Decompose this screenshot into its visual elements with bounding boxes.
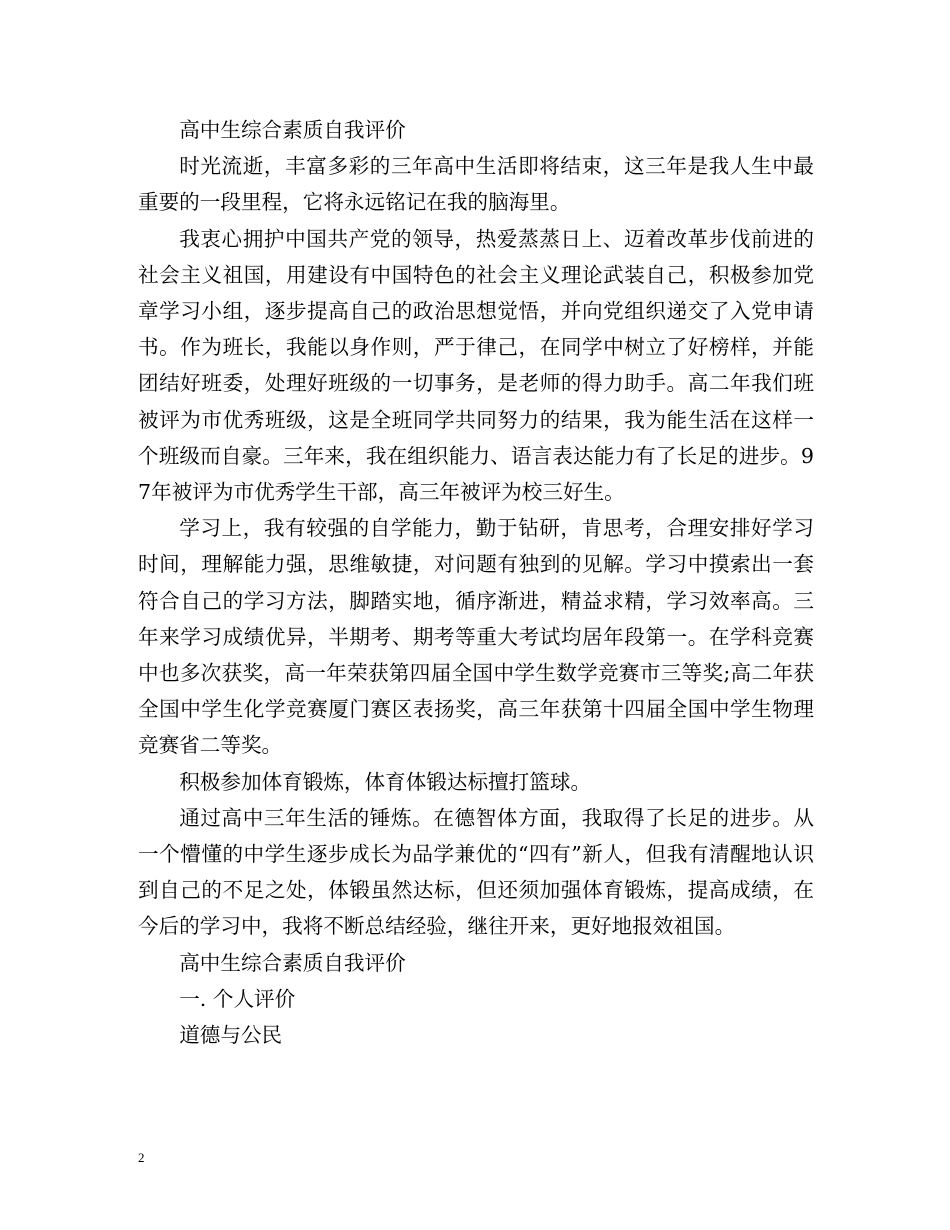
subsection-heading-morality: 道德与公民: [179, 1023, 283, 1048]
body-paragraph-study: 学习上，我有较强的自学能力，勤于钻研，肯思考，合理安排好学习时间，理解能力强，思维敏捷，对问题有独到的见解。学习中摸索出一套符合自己的学习方法，脚踏实地，循序渐进，精益求精，学习效率高。三年来学习成绩优异，半期考、期考等重大考试均居年段第一。在学科竞赛中也多次获奖，高一年荣获第四届全国中学生数学竞赛市三等奖;高二年获全国中学生化学竞赛厦门赛区表扬奖，高三年获第十四届全国中学生物理竞赛省二等奖。: [138, 516, 814, 758]
body-paragraph-sports: 积极参加体育锻炼，体育体锻达标擅打篮球。: [179, 769, 592, 794]
body-paragraph-intro: 时光流逝，丰富多彩的三年高中生活即将结束，这三年是我人生中最重要的一段里程，它将永远铭记在我的脑海里。: [138, 154, 814, 215]
body-paragraph-summary: 通过高中三年生活的锤炼。在德智体方面，我取得了长足的进步。从一个懵懂的中学生逐步成长为品学兼优的“四有”新人，但我有清醒地认识到自己的不足之处，体锻虽然达标，但还须加强体育锻炼，提高成绩，在今后的学习中，我将不断总结经验，继往开来，更好地报效祖国。: [138, 805, 814, 939]
section-heading-personal-evaluation: 一. 个人评价: [179, 986, 296, 1011]
body-paragraph-political: 我衷心拥护中国共产党的领导，热爱蒸蒸日上、迈着改革步伐前进的社会主义祖国，用建设有中国特色的社会主义理论武装自己，积极参加党章学习小组，逐步提高自己的政治思想觉悟，并向党组织递交了入党申请书。作为班长，我能以身作则，严于律己，在同学中树立了好榜样，并能团结好班委，处理好班级的一切事务，是老师的得力助手。高二年我们班被评为市优秀班级，这是全班同学共同努力的结果，我为能生活在这样一个班级而自豪。三年来，我在组织能力、语言表达能力有了长足的进步。97年被评为市优秀学生干部，高三年被评为校三好生。: [138, 226, 814, 505]
document-title: 高中生综合素质自我评价: [179, 118, 406, 142]
section-title: 高中生综合素质自我评价: [179, 950, 406, 975]
page-body: [138, 112, 814, 1053]
page-number: 2: [138, 1150, 145, 1165]
